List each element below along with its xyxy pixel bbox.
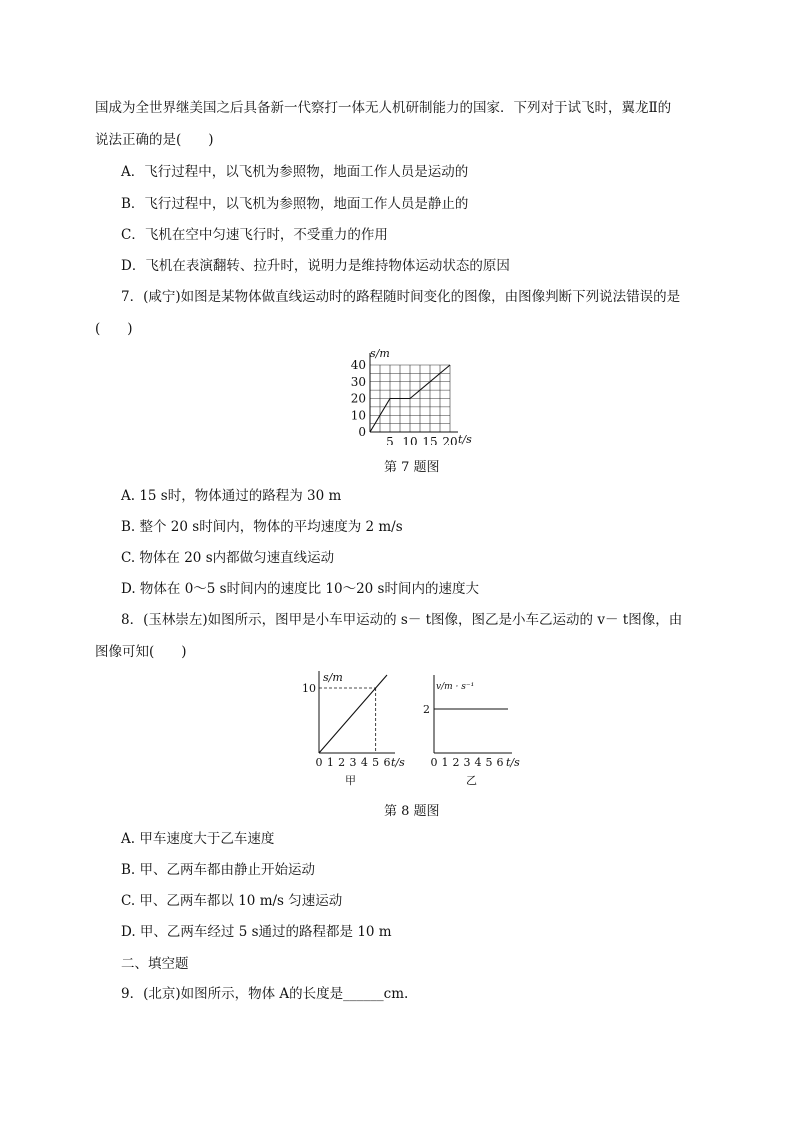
q6-option-c: C．飞机在空中匀速飞行时，不受重力的作用 xyxy=(121,227,388,243)
q7-option-b: B. 整个 20 s时间内，物体的平均速度为 2 m/s xyxy=(121,519,403,535)
q7-stem-line1: 7．(咸宁)如图是某物体做直线运动时的路程随时间变化的图像，由图像判断下列说法错误的是 xyxy=(121,289,681,305)
x-tick-label: 1 xyxy=(326,756,334,769)
x-tick-label: 10 xyxy=(402,435,418,445)
q8-stem-line2: 图像可知( ) xyxy=(95,644,187,660)
x-tick-label: 1 xyxy=(441,756,449,769)
y-tick-label: 30 xyxy=(350,374,366,389)
x-tick-label: 5 xyxy=(485,756,493,769)
x-tick-label: 3 xyxy=(349,756,357,769)
yi-label: 乙 xyxy=(466,774,477,787)
q7-ylabel: s/m xyxy=(370,347,390,360)
x-tick-label: 4 xyxy=(474,756,482,769)
y-tick-label: 40 xyxy=(350,358,366,372)
jia-label: 甲 xyxy=(345,774,356,787)
q7-xlabel: t/s xyxy=(458,433,472,445)
yi-xlabel: t/s xyxy=(506,756,520,769)
q8-option-a: A. 甲车速度大于乙车速度 xyxy=(121,831,275,847)
x-tick-label: 2 xyxy=(452,756,460,769)
q7-stem-line2: ( ) xyxy=(95,321,133,337)
q7-option-c: C. 物体在 20 s内都做匀速直线运动 xyxy=(121,550,335,566)
section-title: 二、填空题 xyxy=(121,956,189,972)
q7-caption: 第 7 题图 xyxy=(384,460,440,475)
q8-option-d: D. 甲、乙两车经过 5 s通过的路程都是 10 m xyxy=(121,924,392,940)
y-tick-label: 2 xyxy=(423,703,430,716)
x-tick-label: 6 xyxy=(496,756,504,769)
x-tick-label: 3 xyxy=(463,756,471,769)
q6-option-a: A．飞行过程中，以飞机为参照物，地面工作人员是运动的 xyxy=(121,164,469,180)
y-tick-label: 20 xyxy=(350,391,366,406)
q8-option-c: C. 甲、乙两车都以 10 m/s 匀速运动 xyxy=(121,893,343,909)
jia-ylabel: s/m xyxy=(323,671,343,684)
y-tick-label: 10 xyxy=(302,682,316,695)
q6-intro-line2: 说法正确的是( ) xyxy=(95,132,214,148)
x-tick-label: 5 xyxy=(386,435,394,445)
x-tick-label: 0 xyxy=(315,756,323,769)
x-tick-label: 2 xyxy=(338,756,346,769)
q6-option-b: B．飞行过程中，以飞机为参照物，地面工作人员是静止的 xyxy=(121,196,469,212)
jia-xlabel: t/s xyxy=(391,756,405,769)
q8-chart-jia xyxy=(295,665,415,790)
q8-option-b: B. 甲、乙两车都由静止开始运动 xyxy=(121,862,316,878)
q8-chart-yi xyxy=(420,665,530,790)
q6-option-d: D．飞机在表演翻转、拉升时，说明力是维持物体运动状态的原因 xyxy=(121,258,510,274)
x-tick-label: 20 xyxy=(442,435,458,445)
q9-stem: 9．(北京)如图所示，物体 A的长度是______cm. xyxy=(121,986,409,1002)
x-tick-label: 4 xyxy=(360,756,368,769)
q8-caption: 第 8 题图 xyxy=(384,804,440,819)
x-tick-label: 6 xyxy=(383,756,391,769)
y-tick-label: 10 xyxy=(350,408,366,423)
x-tick-label: 15 xyxy=(422,435,438,445)
y-tick-label: 0 xyxy=(358,425,366,439)
q6-intro-line1: 国成为全世界继美国之后具备新一代察打一体无人机研制能力的国家．下列对于试飞时，翼龙Ⅱ的 xyxy=(95,100,672,116)
q7-option-a: A. 15 s时，物体通过的路程为 30 m xyxy=(121,488,342,504)
q7-chart xyxy=(340,345,490,445)
q7-option-d: D. 物体在 0～5 s时间内的速度比 10～20 s时间内的速度大 xyxy=(121,581,479,597)
yi-ylabel: v/m · s⁻¹ xyxy=(436,682,475,692)
q8-stem-line1: 8．(玉林崇左)如图所示，图甲是小车甲运动的 s－ t图像，图乙是小车乙运动的 v－ t图像，由 xyxy=(121,612,683,628)
series-line xyxy=(319,675,387,753)
x-tick-label: 0 xyxy=(430,756,438,769)
x-tick-label: 5 xyxy=(372,756,380,769)
